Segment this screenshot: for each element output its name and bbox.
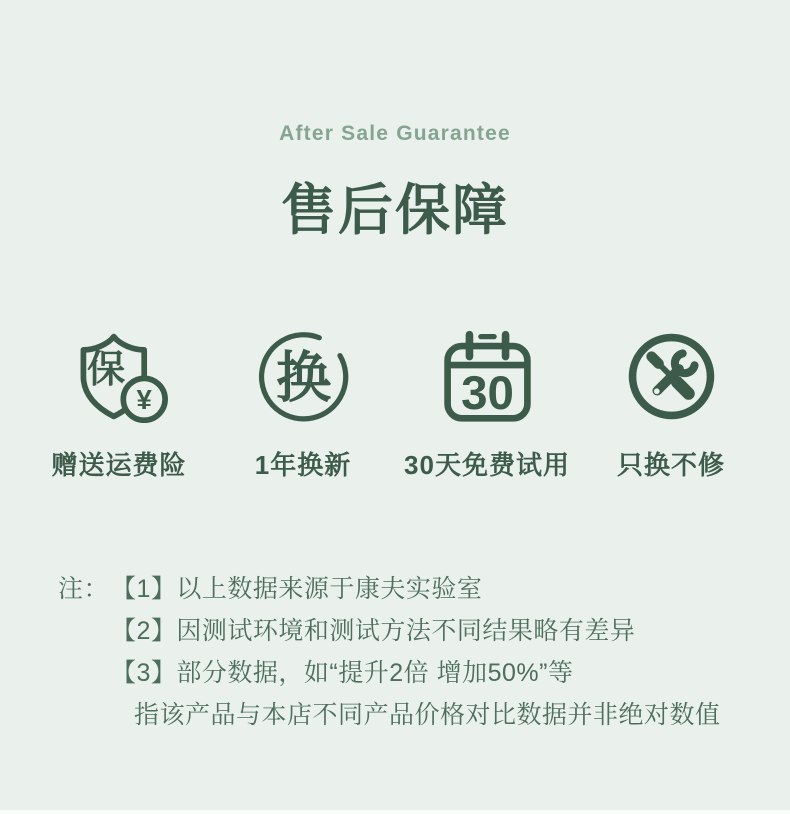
feature-shipping-insurance	[28, 329, 210, 482]
section-title: 售后保障	[280, 179, 509, 241]
notes-lines	[111, 568, 721, 736]
bottom-divider	[0, 810, 790, 814]
svg-text:换: 换	[275, 346, 331, 409]
calendar-30-icon	[440, 329, 535, 425]
feature-one-year-replacement	[212, 329, 394, 482]
note-line-1: 【1】以上数据来源于康夫实验室	[111, 575, 483, 603]
feature-label-shipping-insurance: 赠送运费险	[51, 450, 187, 480]
note-line-4: 指该产品与本店不同产品价格对比数据并非绝对数值	[134, 701, 721, 729]
feature-replace-not-repair	[580, 329, 762, 482]
notes	[0, 568, 790, 736]
feature-label-one-year-replacement: 1年换新	[254, 450, 352, 480]
svg-text:保: 保	[86, 349, 125, 392]
notes-prefix: 注：	[58, 575, 110, 603]
section-subtitle-en: After Sale Guarantee	[279, 122, 511, 145]
shield-yuan-icon	[70, 329, 169, 425]
exchange-circle-icon	[256, 329, 351, 425]
note-line-2: 【2】因测试环境和测试方法不同结果略有差异	[111, 617, 636, 645]
repair-tools-icon	[624, 329, 719, 425]
feature-label-30-day-trial: 30天免费试用	[404, 450, 570, 480]
svg-text:30: 30	[460, 366, 514, 420]
note-line-3: 【3】部分数据，如“提升2倍 增加50%”等	[111, 659, 574, 687]
svg-text:¥: ¥	[136, 383, 152, 415]
feature-label-replace-not-repair: 只换不修	[616, 450, 725, 480]
guarantee-features	[0, 329, 790, 482]
feature-30-day-trial	[396, 329, 578, 482]
